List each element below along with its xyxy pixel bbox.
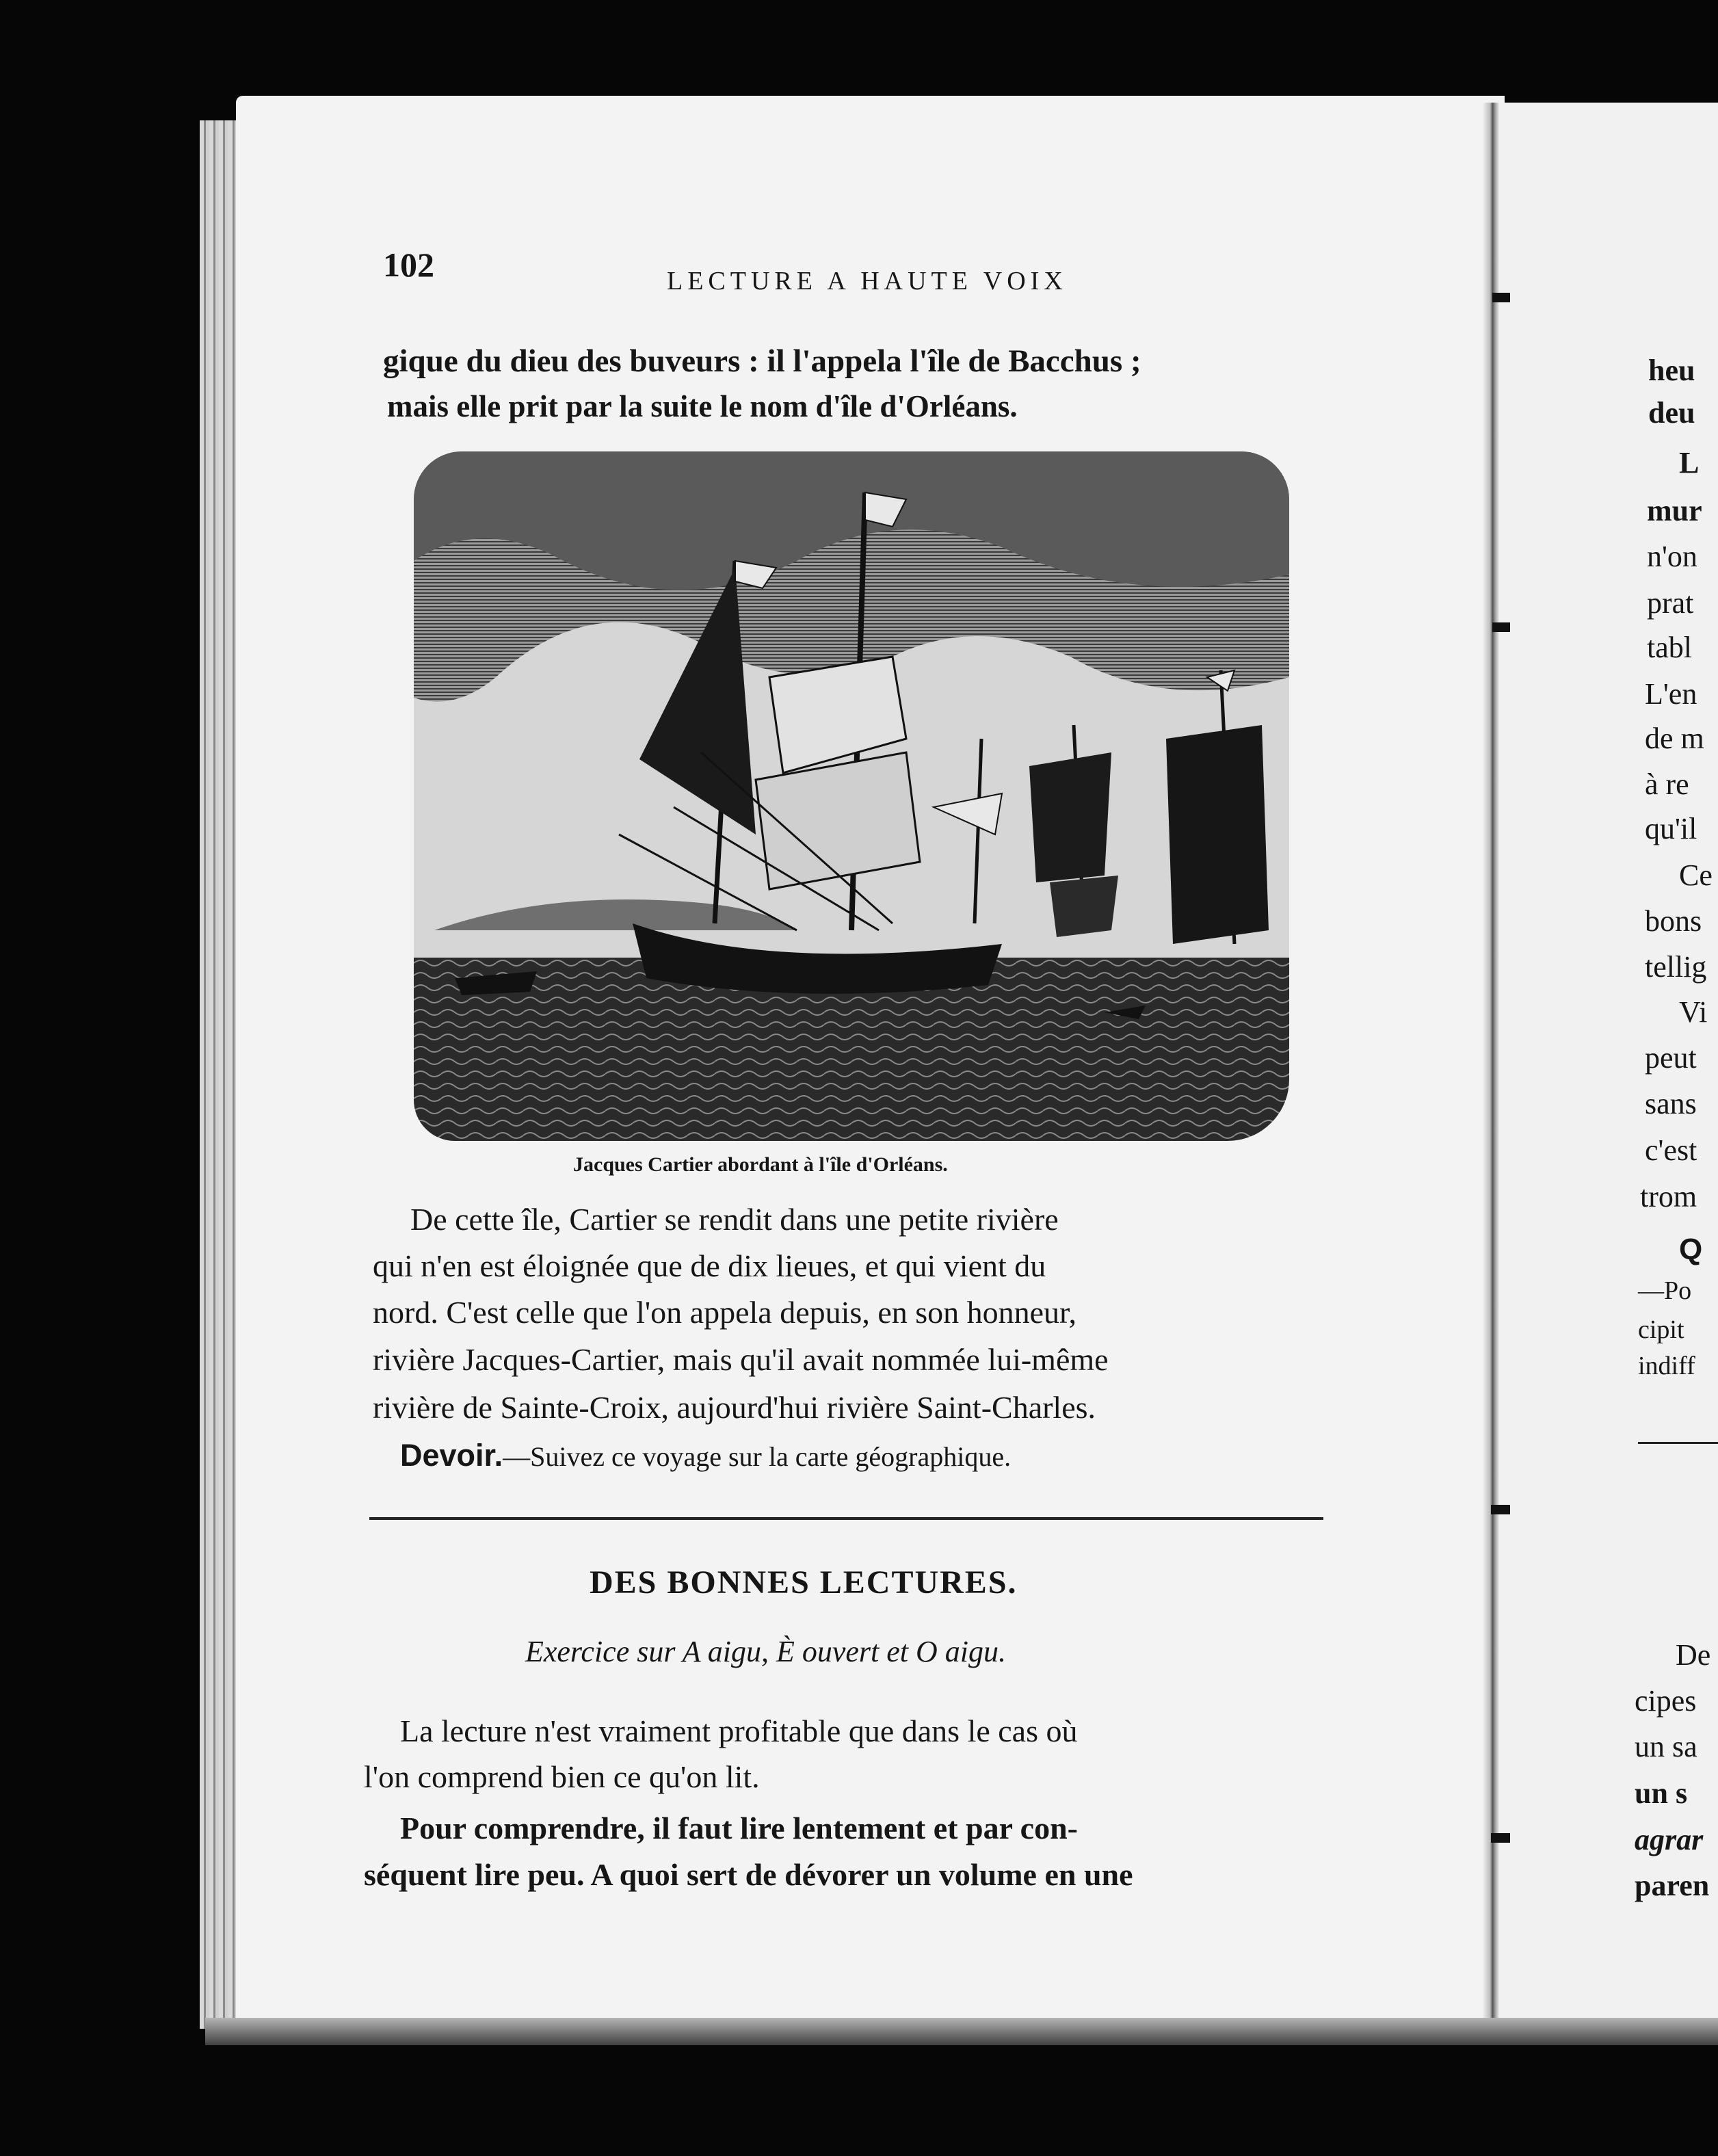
lesson-line: l'on comprend bien ce qu'on lit. [364, 1759, 760, 1794]
right-fragment: cipes [1635, 1684, 1697, 1718]
right-fragment: heu [1648, 354, 1695, 387]
right-fragment: de m [1645, 722, 1704, 755]
right-fragment: L [1679, 446, 1700, 479]
paragraph-line: rivière Jacques-Cartier, mais qu'il avait nommée lui-même [373, 1342, 1109, 1377]
right-fragment: L'en [1645, 677, 1697, 711]
binding-thread-mark [1492, 622, 1510, 632]
right-fragment: —Po [1638, 1276, 1692, 1305]
right-fragment: sans [1645, 1087, 1697, 1120]
right-section-divider [1638, 1442, 1718, 1444]
page-bottom-shadow [205, 2018, 1718, 2045]
right-fragment: deu [1648, 396, 1695, 430]
right-fragment: n'on [1647, 540, 1697, 573]
lesson-line: Pour comprendre, il faut lire lentement et par con- [400, 1811, 1078, 1845]
right-fragment: indiff [1638, 1352, 1695, 1380]
right-fragment: bons [1645, 904, 1702, 938]
right-fragment: paren [1635, 1869, 1710, 1902]
illustration-caption: Jacques Cartier abordant à l'île d'Orléans. [573, 1153, 948, 1176]
right-fragment: cipit [1638, 1315, 1684, 1344]
right-fragment: c'est [1645, 1133, 1697, 1167]
page-number: 102 [383, 246, 434, 284]
devoir-text: —Suivez ce voyage sur la carte géographique. [503, 1441, 1012, 1472]
lesson-line: séquent lire peu. A quoi sert de dévorer un volume en une [364, 1857, 1133, 1892]
right-fragment: qu'il [1645, 812, 1697, 845]
section-divider [369, 1517, 1323, 1520]
top-line: gique du dieu des buveurs : il l'appela l'île de Bacchus ; [383, 343, 1141, 379]
right-fragment: tellig [1645, 950, 1707, 984]
section-subtitle: Exercice sur A aigu, È ouvert et O aigu. [525, 1635, 1007, 1668]
book-gutter [1483, 103, 1499, 2038]
right-fragment: à re [1645, 767, 1689, 801]
right-fragment: Vi [1679, 995, 1708, 1029]
right-fragment: tabl [1647, 631, 1692, 664]
right-fragment: prat [1647, 586, 1694, 620]
devoir-label: Devoir. [400, 1438, 503, 1473]
lesson-line: La lecture n'est vraiment profitable que dans le cas où [400, 1713, 1078, 1748]
devoir-line [400, 1440, 1011, 1471]
binding-thread-mark [1492, 293, 1510, 302]
right-fragment: un s [1635, 1776, 1688, 1810]
right-fragment: mur [1647, 494, 1702, 527]
paragraph-line: nord. C'est celle que l'on appela depuis, en son honneur, [373, 1295, 1077, 1330]
right-fragment: agrar [1635, 1823, 1704, 1856]
binding-thread-mark [1491, 1833, 1510, 1843]
top-line: mais elle prit par la suite le nom d'île d'Orléans. [387, 389, 1018, 423]
binding-thread-mark [1491, 1505, 1510, 1514]
page-edges [200, 120, 241, 2029]
paragraph-line: De cette île, Cartier se rendit dans une petite rivière [410, 1202, 1059, 1237]
paragraph-line: rivière de Sainte-Croix, aujourd'hui rivière Saint-Charles. [373, 1390, 1096, 1425]
section-title: DES BONNES LECTURES. [590, 1564, 1018, 1601]
running-head: LECTURE A HAUTE VOIX [667, 267, 1068, 295]
paragraph-line: qui n'en est éloignée que de dix lieues, et qui vient du [373, 1248, 1046, 1283]
right-fragment: peut [1645, 1041, 1697, 1075]
right-fragment: Ce [1679, 858, 1713, 892]
ship-illustration [414, 451, 1289, 1141]
right-fragment: un sa [1635, 1730, 1697, 1763]
right-fragment: Q [1679, 1233, 1703, 1266]
right-fragment: De [1676, 1638, 1711, 1672]
right-fragment: trom [1640, 1180, 1697, 1213]
